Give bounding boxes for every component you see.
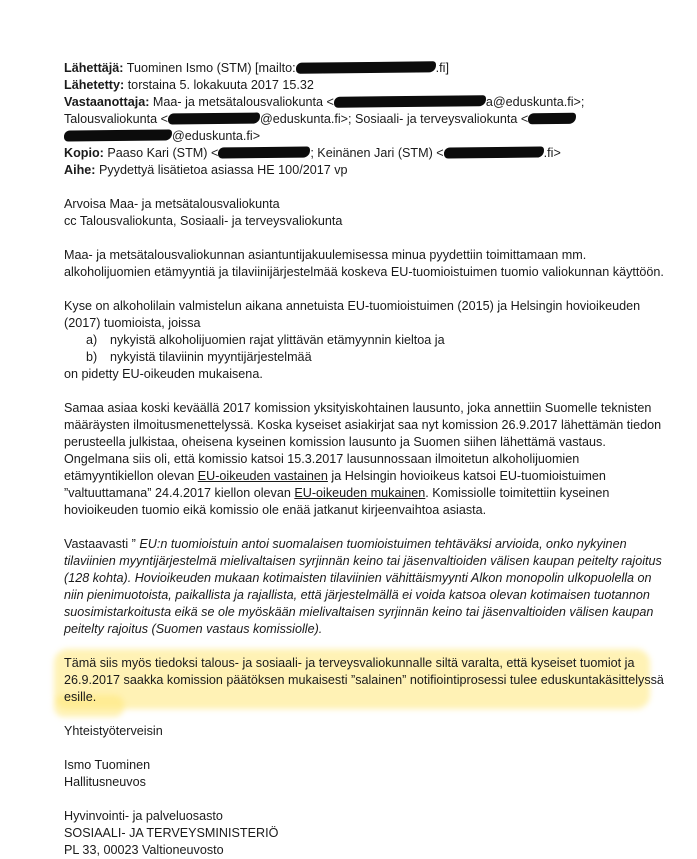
signature-name: Ismo Tuominen <box>64 758 151 772</box>
org-line-2: SOSIAALI- JA TERVEYSMINISTERIÖ <box>64 826 279 840</box>
from-tail: .fi] <box>435 61 449 75</box>
list-marker: a) <box>86 333 98 347</box>
signature-title: Hallitusneuvos <box>64 775 146 789</box>
p3-text-c: . Komissiolle toimitettiin kyseinen hovioikeuden tuomio eikä komissio ole enää jatkanut kirjeenvaihtoa asiasta. <box>64 486 610 517</box>
list-item <box>64 349 664 366</box>
redaction-mark <box>528 113 576 125</box>
sent-line <box>64 77 664 94</box>
from-line <box>64 60 664 77</box>
email-document <box>64 60 664 859</box>
to-value-2a: Talousvaliokunta < <box>64 112 168 126</box>
cc-line <box>64 145 664 162</box>
to-value-1: Maa- ja metsätalousvaliokunta < <box>152 95 334 109</box>
subject-value: Pyydettyä lisätietoa asiassa HE 100/2017 vp <box>98 163 348 177</box>
redaction-mark <box>444 146 544 158</box>
paragraph-5: Tämä siis myös tiedoksi talous- ja sosiaali- ja terveysvaliokunnalle siltä varalta, että kyseiset tuomiot ja 26.9.2017 saakka komission päätöksen mukaisesti ”salainen” notifiointiprosessi tulee eduskuntakäsittelyssä esille. <box>64 656 664 704</box>
org-line-1: Hyvinvointi- ja palveluosasto <box>64 809 223 823</box>
redaction-mark <box>296 61 436 73</box>
to-line-3 <box>64 128 664 145</box>
sent-label: Lähetetty: <box>64 78 125 92</box>
paragraph-1: Maa- ja metsätalousvaliokunnan asiantuntijakuulemisessa minua pyydettiin toimittamaan mm. alkoholijuomien etämyyntiä ja tilaviinijärjestelmää koskeva EU-tuomioistuimen tuomio valiokunnan käyttöön. <box>64 248 664 279</box>
p3-text-a: Samaa asiaa koski keväällä 2017 komission yksityiskohtainen lausunto, joka annettiin Suomelle teknisten määräysten ilmoitusmenettelyssä. Koska kyseiset asiakirjat saa nyt komission 26.9.2017 lähettämän tiedon perusteella julkistaa, oheisena kyseinen komission lausunto ja Suomen siihen lähettämä vastaus. Ongelmana siis oli, että komissio katsoi 15.3.2017 lausunnossaan ilmoitetun alkoholijuomien etämyyntikiellon olevan <box>64 401 662 483</box>
p4-text-a: Vastaavasti ” <box>64 537 140 551</box>
sent-value: torstaina 5. lokakuuta 2017 15.32 <box>127 78 314 92</box>
p3-text-b: ja Helsingin hovioikeus katsoi EU-tuomioistuimen ”valtuuttamana” 24.4.2017 kiellon olevan <box>64 469 606 500</box>
to-value-1-tail: a@eduskunta.fi>; <box>485 95 585 109</box>
cc-label: Kopio: <box>64 146 104 160</box>
cc-value-1: Paaso Kari (STM) < <box>107 146 219 160</box>
paragraph-2: Kyse on alkoholilain valmistelun aikana annetuista EU-tuomioistuimen (2015) ja Helsingin hovioikeuden (2017) tuomioista, joissa <box>64 299 641 330</box>
subject-label: Aihe: <box>64 163 96 177</box>
salutation-1: Arvoisa Maa- ja metsätalousvaliokunta <box>64 197 280 211</box>
redaction-mark <box>218 147 310 159</box>
highlighted-paragraph <box>64 655 664 706</box>
p3-underline-1: EU-oikeuden vastainen <box>197 469 328 483</box>
redaction-mark <box>334 95 486 108</box>
from-value: Tuominen Ismo (STM) [mailto: <box>126 61 296 75</box>
closing: Yhteistyöterveisin <box>64 724 163 738</box>
list-text: nykyistä tilaviinin myyntijärjestelmää <box>110 350 312 364</box>
p3-underline-2: EU-oikeuden mukainen <box>294 486 426 500</box>
to-value-2b: @eduskunta.fi>; Sosiaali- ja terveysvaliokunta < <box>259 112 529 126</box>
list-text: nykyistä alkoholijuomien rajat ylittävän etämyynnin kieltoa ja <box>110 333 445 347</box>
paragraph-3 <box>64 400 664 519</box>
to-value-3: @eduskunta.fi> <box>172 129 261 143</box>
cc-value-2: ; Keinänen Jari (STM) < <box>310 146 444 160</box>
p4-quote: EU:n tuomioistuin antoi suomalaisen tuomioistuimen tehtäväksi arvioida, onko nykyinen tilaviinien myyntijärjestelmä mielivaltaisen syrjinnän keino tai jäsenvaltioiden välisen kaupan peitelty rajoitus (128 kohta). Hovioikeuden mukaan kotimaisten tilaviinien vähittäismyynti Alkon monopolin ulkopuolella on niin pienimuotoista, paikallista ja rajallista, että järjestelmällä ei voida katsoa olevan kotimaisen tuotannon suosimistarkoitusta eikä se ole myöskään mielivaltaisen syrjinnän keino tai jäsenvaltioiden välisen kaupan peitelty rajoitus (Suomen vastaus komissiolle). <box>64 537 662 636</box>
org-line-3: PL 33, 00023 Valtioneuvosto <box>64 843 224 857</box>
to-label: Vastaanottaja: <box>64 95 150 109</box>
list-item <box>64 332 664 349</box>
to-line-1 <box>64 94 664 111</box>
subject-line <box>64 162 664 179</box>
salutation-2: cc Talousvaliokunta, Sosiaali- ja terveysvaliokunta <box>64 214 343 228</box>
redaction-mark <box>168 113 260 125</box>
paragraph-2-end: on pidetty EU-oikeuden mukaisena. <box>64 367 263 381</box>
redaction-mark <box>64 129 172 141</box>
from-label: Lähettäjä: <box>64 61 124 75</box>
paragraph-4 <box>64 536 664 638</box>
to-line-2 <box>64 111 664 128</box>
cc-tail: .fi> <box>543 146 561 160</box>
list-marker: b) <box>86 350 98 364</box>
